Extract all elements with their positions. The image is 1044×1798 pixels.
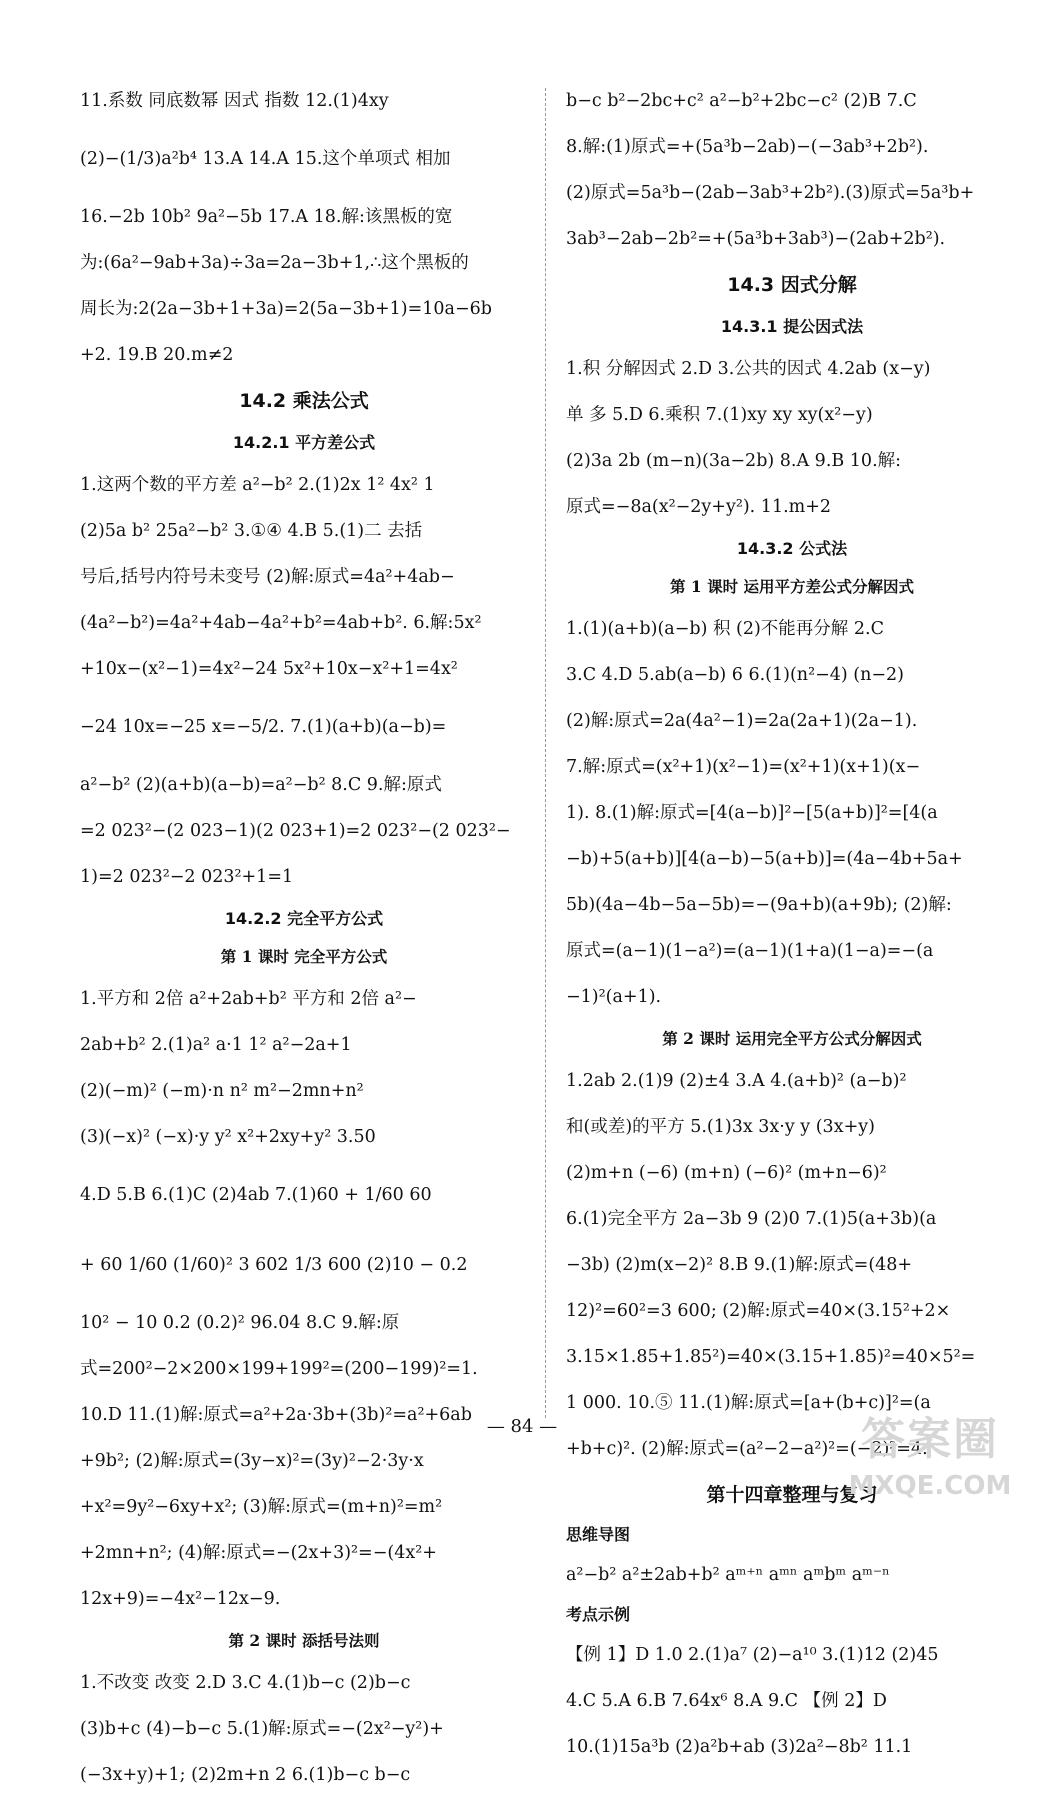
answer-line: 1)=2 023²−2 023²+1=1 — [80, 867, 294, 887]
answer-line: (3)b+c (4)−b−c 5.(1)解:原式=−(2x²−y²)+ — [80, 1719, 444, 1739]
answer-line: 1.2ab 2.(1)9 (2)±4 3.A 4.(a+b)² (a−b)² — [566, 1071, 907, 1091]
topic-label: 考点示例 — [566, 1605, 631, 1624]
answer-line: +2mn+n²; (4)解:原式=−(2x+3)²=−(4x²+ — [80, 1543, 437, 1563]
answer-line: 12)²=60²=3 600; (2)解:原式=40×(3.15²+2× — [566, 1301, 951, 1321]
topic-label: 思维导图 — [566, 1525, 631, 1544]
answer-line: 单 多 5.D 6.乘积 7.(1)xy xy xy(x²−y) — [566, 405, 873, 425]
section-heading: 14.2 乘法公式 — [239, 390, 369, 412]
answer-line: 4.D 5.B 6.(1)C (2)4ab 7.(1)60 + 1/60 60 — [80, 1185, 432, 1205]
watermark-text: 答案圈 — [861, 1414, 999, 1465]
answer-line: 和(或差)的平方 5.(1)3x 3x·y y (3x+y) — [566, 1117, 875, 1137]
subsection-heading: 14.2.1 平方差公式 — [232, 433, 376, 452]
answer-line: +10x−(x²−1)=4x²−24 5x²+10x−x²+1=4x² — [80, 659, 458, 679]
answer-line: +x²=9y²−6xy+x²; (3)解:原式=(m+n)²=m² — [80, 1497, 443, 1517]
answer-line: 式=200²−2×200×199+199²=(200−199)²=1. — [80, 1359, 478, 1379]
answer-line: 5b)(4a−4b−5a−5b)=−(9a+b)(a+9b); (2)解: — [566, 895, 952, 915]
answer-line: −3b) (2)m(x−2)² 8.B 9.(1)解:原式=(48+ — [566, 1255, 913, 1275]
answer-line: 10² − 10 0.2 (0.2)² 96.04 8.C 9.解:原 — [80, 1313, 400, 1333]
answer-line: 11.系数 同底数幂 因式 指数 12.(1)4xy — [80, 91, 389, 111]
column-divider — [545, 88, 546, 1418]
answer-line: (2)(−m)² (−m)·n n² m²−2mn+n² — [80, 1081, 364, 1101]
answer-line: (3)(−x)² (−x)·y y² x²+2xy+y² 3.50 — [80, 1127, 376, 1147]
answer-line: 为:(6a²−9ab+3a)÷3a=2a−3b+1,∴这个黑板的 — [80, 253, 469, 273]
answer-line: 10.(1)15a³b (2)a²b+ab (3)2a²−8b² 11.1 — [566, 1737, 913, 1757]
answer-line: 【例 1】D 1.0 2.(1)a⁷ (2)−a¹⁰ 3.(1)12 (2)45 — [566, 1645, 939, 1665]
answer-line: 3ab³−2ab−2b²=+(5a³b+3ab³)−(2ab+2b²). — [566, 229, 946, 249]
answer-line: (2)原式=5a³b−(2ab−3ab³+2b²).(3)原式=5a³b+ — [566, 183, 975, 203]
answer-line: (−3x+y)+1; (2)2m+n 2 6.(1)b−c b−c — [80, 1765, 411, 1785]
answer-line: 号后,括号内符号未变号 (2)解:原式=4a²+4ab− — [80, 567, 455, 587]
answer-line: 4.C 5.A 6.B 7.64x⁶ 8.A 9.C 【例 2】D — [566, 1691, 887, 1711]
lesson-heading: 第 1 课时 完全平方公式 — [220, 947, 388, 966]
subsection-heading: 14.3.1 提公因式法 — [720, 317, 864, 336]
watermark-logo — [840, 1412, 1020, 1522]
answer-line: +2. 19.B 20.m≠2 — [80, 345, 234, 365]
answer-line: (4a²−b²)=4a²+4ab−4a²+b²=4ab+b². 6.解:5x² — [80, 613, 482, 633]
answer-line: 1.不改变 改变 2.D 3.C 4.(1)b−c (2)b−c — [80, 1673, 411, 1693]
answer-line: 原式=−8a(x²−2y+y²). 11.m+2 — [566, 497, 832, 517]
answer-line: 周长为:2(2a−3b+1+3a)=2(5a−3b+1)=10a−6b — [80, 299, 492, 319]
answer-line: 1). 8.(1)解:原式=[4(a−b)]²−[5(a+b)]²=[4(a — [566, 803, 938, 823]
answer-line: 1.积 分解因式 2.D 3.公共的因式 4.2ab (x−y) — [566, 359, 931, 379]
answer-line: 1.(1)(a+b)(a−b) 积 (2)不能再分解 2.C — [566, 619, 884, 639]
answer-line: 2ab+b² 2.(1)a² a·1 1² a²−2a+1 — [80, 1035, 352, 1055]
answer-line: 10.D 11.(1)解:原式=a²+2a·3b+(3b)²=a²+6ab — [80, 1405, 472, 1425]
answer-line: (2)解:原式=2a(4a²−1)=2a(2a+1)(2a−1). — [566, 711, 918, 731]
answer-line: =2 023²−(2 023−1)(2 023+1)=2 023²−(2 023²− — [80, 821, 511, 841]
answer-line: 12x+9)=−4x²−12x−9. — [80, 1589, 281, 1609]
answer-line: (2)3a 2b (m−n)(3a−2b) 8.A 9.B 10.解: — [566, 451, 902, 471]
page-number: — 84 — — [486, 1416, 558, 1437]
answer-line: 8.解:(1)原式=+(5a³b−2ab)−(−3ab³+2b²). — [566, 137, 929, 157]
answer-line: a²−b² (2)(a+b)(a−b)=a²−b² 8.C 9.解:原式 — [80, 775, 442, 795]
left-column — [80, 78, 528, 1798]
answer-line: (2)m+n (−6) (m+n) (−6)² (m+n−6)² — [566, 1163, 887, 1183]
lesson-heading: 第 2 课时 添括号法则 — [228, 1631, 380, 1650]
answer-line: −1)²(a+1). — [566, 987, 662, 1007]
answer-line: +9b²; (2)解:原式=(3y−x)²=(3y)²−2·3y·x — [80, 1451, 424, 1471]
answer-line: 1.平方和 2倍 a²+2ab+b² 平方和 2倍 a²− — [80, 989, 417, 1009]
answer-line: 6.(1)完全平方 2a−3b 9 (2)0 7.(1)5(a+3b)(a — [566, 1209, 937, 1229]
lesson-heading: 第 1 课时 运用平方差公式分解因式 — [670, 577, 914, 596]
subsection-heading: 14.3.2 公式法 — [736, 539, 848, 558]
answer-line: 原式=(a−1)(1−a²)=(a−1)(1+a)(1−a)=−(a — [566, 941, 934, 961]
answer-line: −b)+5(a+b)][4(a−b)−5(a+b)]=(4a−4b+5a+ — [566, 849, 963, 869]
answer-line: 16.−2b 10b² 9a²−5b 17.A 18.解:该黑板的宽 — [80, 207, 453, 227]
answer-line: (2)−(1/3)a²b⁴ 13.A 14.A 15.这个单项式 相加 — [80, 149, 451, 169]
section-heading: 第十四章整理与复习 — [706, 1484, 878, 1506]
answer-line: −24 10x=−25 x=−5/2. 7.(1)(a+b)(a−b)= — [80, 717, 447, 737]
watermark-url: MXQE.COM — [848, 1471, 1012, 1501]
answer-line: 7.解:原式=(x²+1)(x²−1)=(x²+1)(x+1)(x− — [566, 757, 921, 777]
subsection-heading: 14.2.2 完全平方公式 — [224, 909, 384, 928]
lesson-heading: 第 2 课时 运用完全平方公式分解因式 — [662, 1029, 922, 1048]
answer-line: + 60 1/60 (1/60)² 3 602 1/3 600 (2)10 − 0.2 — [80, 1255, 468, 1275]
answer-line: 3.15×1.85+1.85²)=40×(3.15+1.85)²=40×5²= — [566, 1347, 976, 1367]
answer-line: 1 000. 10.⑤ 11.(1)解:原式=[a+(b+c)]²=(a — [566, 1393, 931, 1413]
answer-line: a²−b² a²±2ab+b² aᵐ⁺ⁿ aᵐⁿ aᵐbᵐ aᵐ⁻ⁿ — [566, 1565, 890, 1585]
answer-line: 1.这两个数的平方差 a²−b² 2.(1)2x 1² 4x² 1 — [80, 475, 435, 495]
answer-line: 3.C 4.D 5.ab(a−b) 6 6.(1)(n²−4) (n−2) — [566, 665, 904, 685]
answer-line: b−c b²−2bc+c² a²−b²+2bc−c² (2)B 7.C — [566, 91, 917, 111]
section-heading: 14.3 因式分解 — [727, 274, 857, 296]
answer-line: +b+c)². (2)解:原式=(a²−2−a²)²=(−2)²=4. — [566, 1439, 928, 1459]
answer-line: (2)5a b² 25a²−b² 3.①④ 4.B 5.(1)二 去括 — [80, 521, 423, 541]
